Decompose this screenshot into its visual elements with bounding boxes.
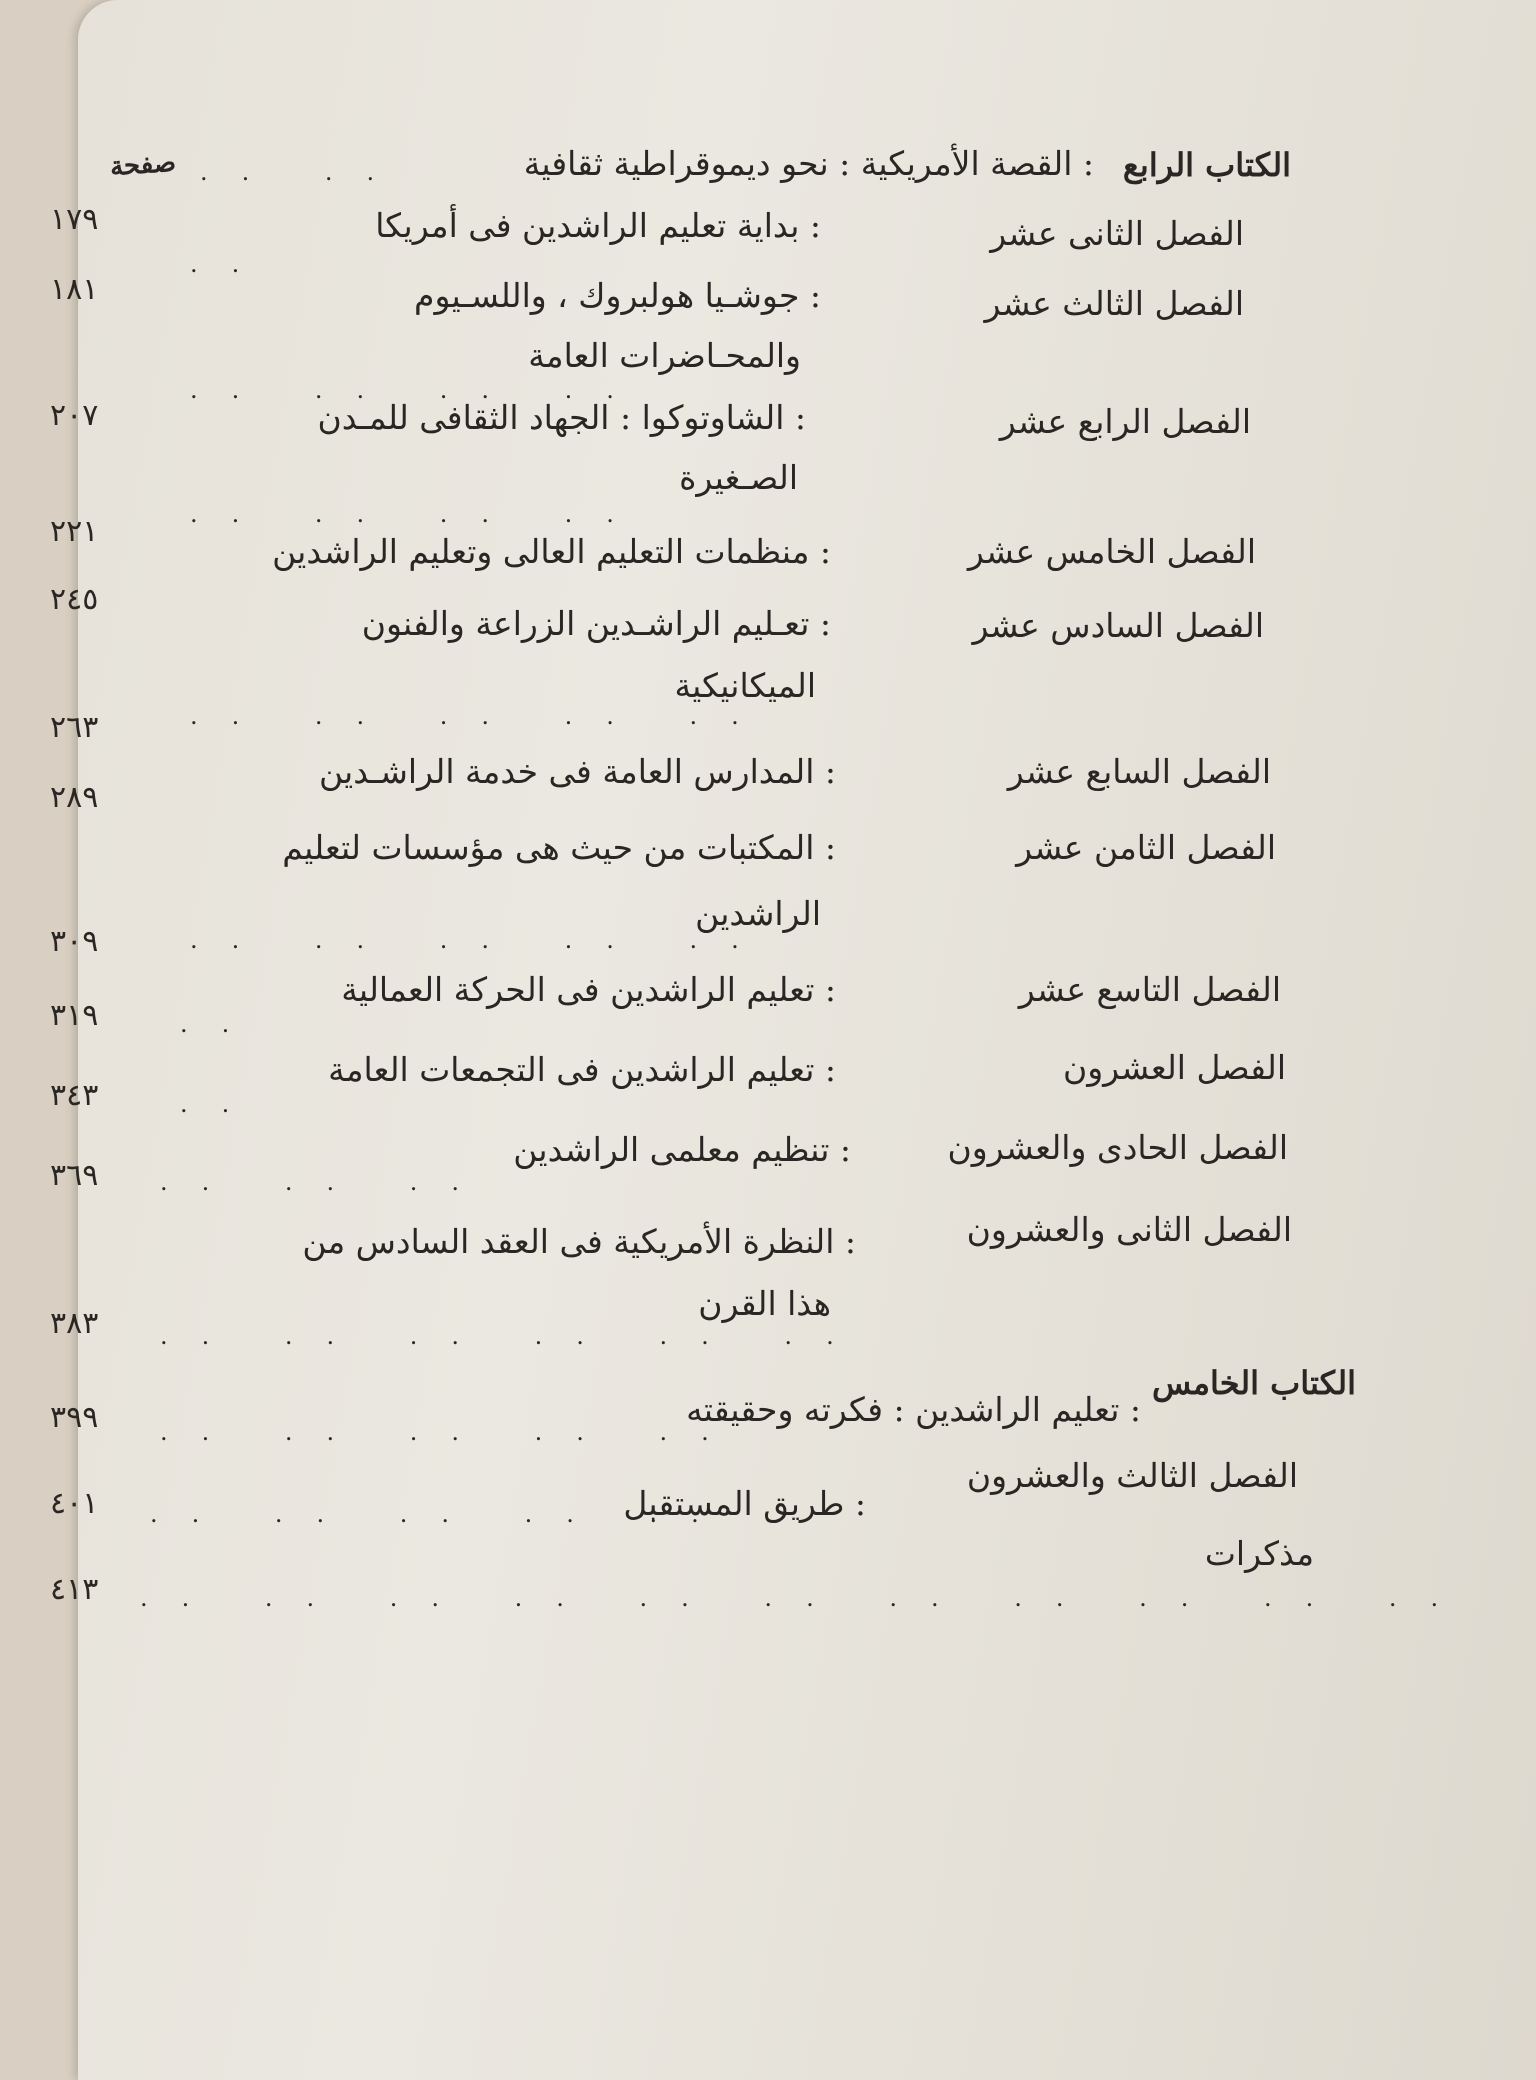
chapter-title: : تعـليم الراشـدين الزراعة والفنون	[361, 604, 831, 643]
chapter-label: الفصل الثالث والعشرون	[966, 1456, 1298, 1495]
book-five-title: : تعليم الراشدين : فكرته وحقيقته	[686, 1390, 1141, 1429]
leader-dots: .. .. .. .. .. .. .. .. .. .. ..	[140, 1584, 1473, 1612]
leader-dots: .. .. .. .. .. ..	[160, 1322, 868, 1350]
chapter-title: : طريق المستقبل	[623, 1484, 866, 1523]
chapter-label: الفصل الثانى والعشرون	[966, 1210, 1292, 1249]
page-column-header: صفحة	[109, 147, 177, 183]
leader-dots: ..	[180, 1090, 264, 1118]
page-number: ١٨١	[50, 272, 99, 307]
page-number: ٢٢١	[50, 514, 99, 549]
chapter-label: الفصل الحادى والعشرون	[947, 1128, 1288, 1167]
leader-dots: .. .. .. ..	[190, 500, 648, 528]
chapter-title: : بداية تعليم الراشدين فى أمريكا	[375, 206, 821, 245]
chapter-title: : جوشـيا هولبروك ، واللسـيوم	[414, 276, 821, 315]
chapter-title: : النظرة الأمريكية فى العقد السادس من	[302, 1222, 856, 1261]
chapter-title: : تعليم الراشدين فى التجمعات العامة	[328, 1050, 836, 1089]
chapter-title: : تنظيم معلمى الراشدين	[513, 1130, 851, 1169]
chapter-title-continued: الصـغيرة	[679, 458, 798, 497]
page-number: ٣٦٩	[50, 1158, 99, 1193]
chapter-title-continued: هذا القرن	[698, 1284, 831, 1323]
book-four-title: : القصة الأمريكية : نحو ديموقراطية ثقافية	[523, 144, 1094, 183]
page-number: ٢٨٩	[50, 780, 99, 815]
page-number: ٤٠١	[50, 1486, 99, 1521]
leader-dots: .. .. .. ..	[190, 376, 648, 404]
chapter-label: الفصل السادس عشر	[972, 606, 1264, 645]
page-number: ٢٤٥	[50, 582, 99, 617]
page-number: ٤١٣	[50, 1572, 99, 1607]
leader-dots: .. .. .. .. ..	[160, 1418, 743, 1446]
chapter-title: : تعليم الراشدين فى الحركة العمالية	[341, 970, 836, 1009]
notes-label: مذكرات	[1204, 1534, 1314, 1573]
chapter-label: الفصل الثالث عشر	[984, 284, 1244, 323]
chapter-title-continued: الميكانيكية	[674, 666, 816, 705]
chapter-title: : الشاوتوكوا : الجهاد الثقافى للمـدن	[317, 398, 806, 437]
page-number: ٣٠٩	[50, 924, 99, 959]
chapter-label: الفصل الثانى عشر	[990, 214, 1244, 253]
chapter-title: : المكتبات من حيث هى مؤسسات لتعليم	[282, 828, 836, 867]
page-number: ٣٤٣	[50, 1078, 99, 1113]
leader-dots: .. .. ..	[160, 1168, 494, 1196]
leader-dots: .. .. .. .. ..	[150, 1500, 733, 1528]
chapter-label: الفصل الرابع عشر	[999, 402, 1251, 441]
book-five-label: الكتاب الخامس	[1152, 1364, 1356, 1402]
chapter-label: الفصل السابع عشر	[1007, 752, 1271, 791]
leader-dots: .. .. .. .. ..	[190, 702, 773, 730]
page-number: ٣٩٩	[50, 1400, 99, 1435]
chapter-label: الفصل العشرون	[1063, 1048, 1286, 1087]
page-number: ٣١٩	[50, 998, 99, 1033]
chapter-title-continued: الراشدين	[695, 894, 821, 933]
leader-dots: .. .. .. .. ..	[190, 926, 773, 954]
chapter-title: : منظمات التعليم العالى وتعليم الراشدين	[272, 532, 831, 571]
chapter-label: الفصل الخامس عشر	[967, 532, 1256, 571]
page-number: ٢٠٧	[50, 398, 99, 433]
book-four-dots: .. ..	[200, 158, 409, 186]
chapter-label: الفصل الثامن عشر	[1016, 828, 1276, 867]
leader-dots: ..	[190, 250, 274, 278]
chapter-title-continued: والمحـاضرات العامة	[528, 336, 801, 375]
chapter-title: : المدارس العامة فى خدمة الراشـدين	[318, 752, 836, 791]
leader-dots: ..	[180, 1010, 264, 1038]
chapter-label: الفصل التاسع عشر	[1018, 970, 1281, 1009]
book-four-label: الكتاب الرابع	[1122, 146, 1291, 184]
page-number: ١٧٩	[50, 202, 99, 237]
page-number: ٢٦٣	[50, 710, 99, 745]
page-number: ٣٨٣	[50, 1306, 99, 1341]
